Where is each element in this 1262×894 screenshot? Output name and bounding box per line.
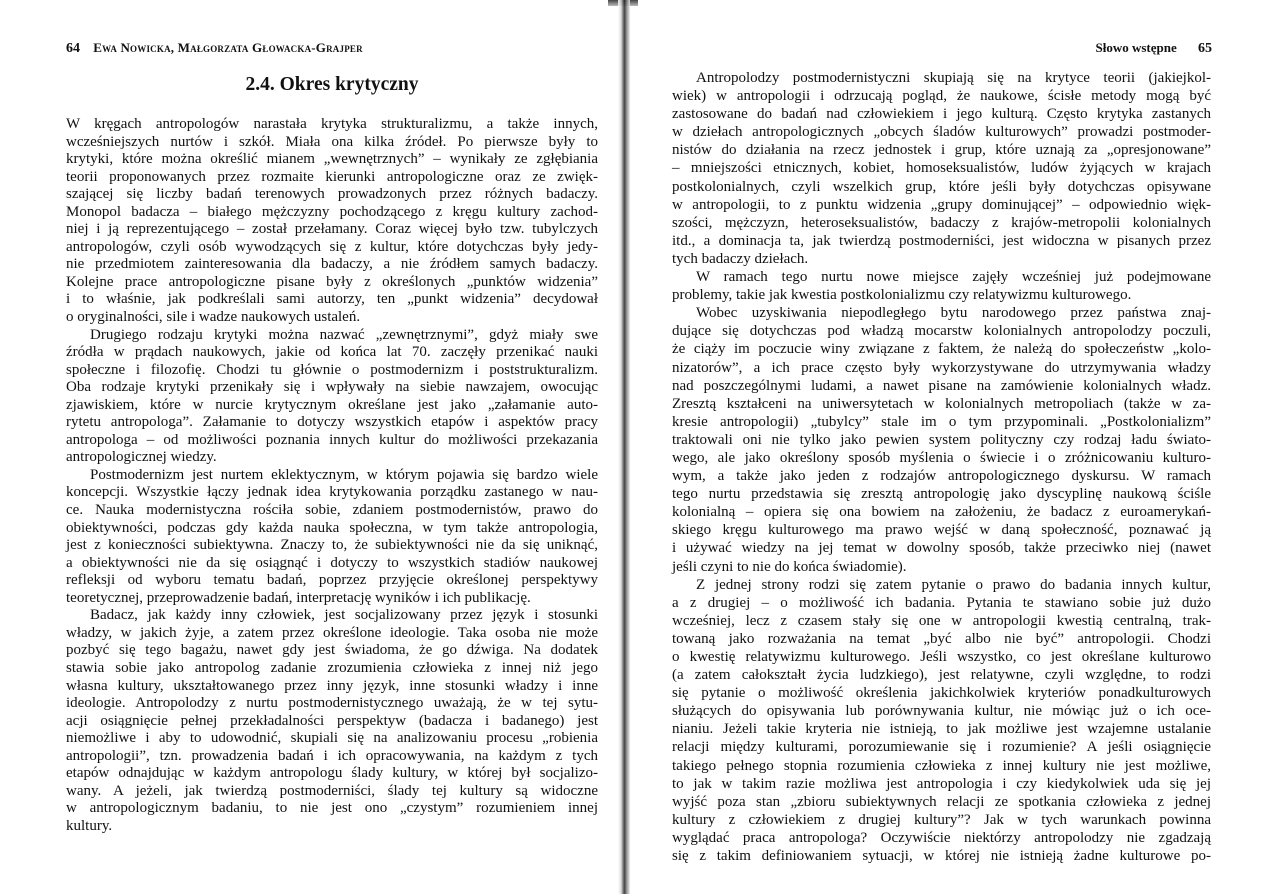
left-page-number: 64 xyxy=(66,41,80,56)
text-line: refleksji od wyboru tematu badań, poprzez przyjęcie określonej perspektywy xyxy=(66,572,598,589)
text-line: nizatorów”, a ich prace często były wykorzystywane do utrzymywania władzy xyxy=(672,359,1211,376)
text-line: a z drugiej – o możliwość ich badania. Pytania te stawiano sobie już dużo xyxy=(672,594,1211,611)
paragraph xyxy=(66,116,598,327)
text-line: szającej się liczby badań terenowych prowadzonych przez różnych badaczy. xyxy=(66,186,598,203)
text-line: Badacz, jak każdy inny człowiek, jest socjalizowany przez język i stosunki xyxy=(90,607,598,624)
text-line: W kręgach antropologów narastała krytyka strukturalizmu, a także innych, xyxy=(66,116,598,132)
left-running-head-authors: Ewa Nowicka, Małgorzata Głowacka-Grajper xyxy=(93,40,363,55)
text-line: się z takim definiowaniem sytuacji, w której nie istnieją żadne kulturowe po- xyxy=(672,848,1211,865)
right-page-body xyxy=(672,69,1211,865)
text-line: teorii proponowanych przez rozmaite kierunki antropologiczne oraz ze zwięk- xyxy=(66,168,598,185)
text-line: W ramach tego nurtu nowe miejsce zajęły wcześniej już podejmowane xyxy=(696,269,1211,286)
paragraph xyxy=(672,268,1211,304)
text-line: antropologów, czyli osób wywodzących się z kultur, które dotychczas były jedy- xyxy=(66,238,598,255)
text-line: nianiu. Jeżeli takie kryteria nie istnieją, to jak możliwe jest wzajemne ustalanie xyxy=(672,721,1211,738)
text-line: kolonialną – opiera się ona bowiem na założeniu, że badacz z euroamerykań- xyxy=(672,504,1211,521)
text-line: w antropologicznym badaniu, to nie jest ono „czystym” rozumieniem innej xyxy=(66,800,598,817)
text-line: wego, ale jako określony sposób myślenia o świecie i o zróżnicowaniu kulturo- xyxy=(672,449,1211,466)
text-line: itd., a dominacja ta, jak twierdzą postmoderniści, jest widoczna w pisanych przez xyxy=(672,232,1211,249)
text-line: skiego kręgu kulturowego ma prawo wejść w daną społeczność, poznawać ją xyxy=(672,522,1211,539)
text-line: to jak w takim razie możliwa jest antropologia i czy kiedykolwiek uda się jej xyxy=(672,775,1211,792)
text-line: kultury. xyxy=(66,817,113,834)
paragraph xyxy=(672,576,1211,866)
text-line: i używać wiedzy na jej temat w dowolny sposób, także przeciwko niej (nawet xyxy=(672,540,1211,557)
text-line: Oba rodzaje krytyki przenikały się i wpływały na siebie nawzajem, owocując xyxy=(66,379,598,396)
text-line: Drugiego rodzaju krytyki można nazwać „zewnętrznymi”, gdyż miały swe xyxy=(90,326,598,343)
text-line: w antropologii, to z punktu widzenia „grupy dominującej” – odpowiednio więk- xyxy=(672,196,1211,213)
text-line: stawia sobie jako antropolog zadanie zrozumienia człowieka z innej niż jego xyxy=(66,659,598,676)
paragraph xyxy=(66,467,598,607)
text-line: problemy, takie jak kwestia postkolonializmu czy relatywizmu kulturowego. xyxy=(672,287,1132,304)
text-line: wcześniej, lecz z czasem stały się one w antropologii kwestią centralną, trak- xyxy=(672,612,1211,629)
text-line: ideologie. Antropolodzy z nurtu postmodernistycznego uważają, że w tej sytu- xyxy=(66,695,598,712)
right-page-number: 65 xyxy=(1198,41,1212,56)
text-line: towaną jako rozważania na temat „być albo nie być” antropologii. Chodzi xyxy=(672,630,1211,647)
text-line: traktowali oni nie tylko jako pewien system polityczny czy rodzaj ładu świato- xyxy=(672,431,1211,448)
text-line: takiego pełnego stopnia rozumienia człowieka z innej kultury nie jest możliwe, xyxy=(672,757,1211,774)
text-line: wiek) w antropologii i odrzucają pogląd, że naukowe, ścisłe metody mogą być xyxy=(672,88,1211,105)
text-line: wyglądać praca antropologa? Oczywiście niektórzy antropolodzy nie zgadzają xyxy=(672,829,1211,846)
text-line: nad poszczególnymi ludami, a nawet pisane na zamówienie kolonialnych władz. xyxy=(672,377,1211,394)
right-running-head-title: Słowo wstępne xyxy=(1095,40,1177,55)
text-line: szości, mężczyzn, heteroseksualistów, badaczy z krajów-metropolii kolonialnych xyxy=(672,214,1211,231)
paragraph xyxy=(66,327,598,467)
text-line: Wobec uzyskiwania niepodległego bytu narodowego przez państwa znaj- xyxy=(696,305,1211,322)
text-line: i to właśnie, jak podkreślali sami autorzy, ten „punkt widzenia” decydował xyxy=(66,291,598,308)
text-line: a obiektywności nie da się osiągnąć i dotyczy to wszystkich stadiów naukowej xyxy=(66,554,598,571)
text-line: wany. A jeżeli, jak twierdzą postmoderniści, ślady tej kultury są widoczne xyxy=(66,782,598,799)
text-line: wym, a także jako jeden z rodzajów antropologicznego dyskursu. W ramach xyxy=(672,468,1211,485)
text-line: władzy, w jakich żyje, a zatem przez określone ideologie. Taka osoba nie może xyxy=(66,624,598,641)
text-line: Postmodernizm jest nurtem eklektycznym, w którym pojawia się bardzo wiele xyxy=(90,466,598,483)
text-line: w dziełach antropologicznych „obcych śladów kulturowych” prowadzi postmoder- xyxy=(672,124,1211,141)
text-line: koncepcji. Wszystkie łączy jednak idea krytykowania porządku zastanego w nau- xyxy=(66,484,598,501)
text-line: nistów do działania na rzecz jednostek i grup, które uznają za „opresjonowane” xyxy=(672,142,1211,159)
text-line: o kwestię relatywizmu kulturowego. Jeśli wszystko, co jest określane kulturowo xyxy=(672,649,1211,665)
text-line: – mniejszości etnicznych, kobiet, homoseksualistów, ludów żyjących w krajach xyxy=(672,160,1211,177)
left-page-body xyxy=(66,116,598,835)
text-line: zastosowane do badań nad człowiekiem i jego kulturą. Często krytyka zastanych xyxy=(672,106,1211,123)
text-line: o oryginalności, sile i wadze naukowych ustaleń. xyxy=(66,309,361,326)
text-line: krytyki, które można określić mianem „wewnętrznych” – wynikały ze zgłębiania xyxy=(66,151,598,168)
text-line: postkolonialnych, czyli wszelkich grup, które jeśli były dotychczas opisywane xyxy=(672,178,1211,195)
text-line: Z jednej strony rodzi się zatem pytanie o prawo do badania innych kultur, xyxy=(696,576,1211,593)
text-line: antropologa – od możliwości poznania innych kultur do możliwości przekazania xyxy=(66,431,598,448)
text-line: antropologii”, tzn. prowadzenia badań i ich opracowywania, na każdym z tych xyxy=(66,747,598,764)
text-line: dujące się dotychczas pod władzą mocarstw kolonialnych antropolodzy poczuli, xyxy=(672,323,1211,340)
text-line: Kolejne prace antropologiczne pisane były z określonych „punktów widzenia” xyxy=(66,273,598,290)
text-line: się pytanie o możliwość określenia jakichkolwiek kryteriów ponadkulturowych xyxy=(672,685,1211,702)
text-line: Zresztą kształceni na uniwersytetach w kolonialnych metropoliach (także w za- xyxy=(672,395,1211,412)
paragraph xyxy=(672,304,1211,575)
text-line: ce. Nauka modernistyczna rościła sobie, zdaniem postmodernistów, prawo do xyxy=(66,502,598,519)
text-line: społeczne i filozofię. Chodzi tu głównie o postmodernizm i poststrukturalizm. xyxy=(66,361,598,378)
text-line: obiektywności, podczas gdy każda nauka społeczna, w tym także antropologia, xyxy=(66,519,598,536)
paragraph xyxy=(672,69,1211,268)
text-line: wyjść poza stan „zbioru subiektywnych relacji ze spotkania człowieka z jednej xyxy=(672,793,1211,810)
text-line: kultury z człowiekiem z drugiej kultury”? Jak w tych warunkach powinna xyxy=(672,811,1211,828)
text-line: relacji między kulturami, porozumiewanie się i rozumienie? A jeśli osiągnięcie xyxy=(672,739,1211,756)
right-running-header xyxy=(1095,40,1212,57)
text-line: tego nurtu przedstawia się zresztą antropologię jako dyscyplinę naukową ściśle xyxy=(672,486,1211,503)
text-line: własna kultury, ukształtowanego przez inny język, inne stosunki władzy i inne xyxy=(66,677,598,694)
text-line: tych badaczy dziełach. xyxy=(672,250,809,267)
text-line: etapów odnajdując w każdym antropologu ślady kultury, w której był socjalizo- xyxy=(66,765,598,782)
text-line: źródła w prądach naukowych, jakie od końca lat 70. zaczęły przenikać nauki xyxy=(66,344,598,361)
text-line: teoretycznej, przeprowadzenie badań, interpretację wyników i ich publikację. xyxy=(66,589,531,606)
text-line: (a zatem całokształt życia ludzkiego), jest relatywne, czyli względne, to rodzi xyxy=(672,667,1211,684)
text-line: antropologicznej wiedzy. xyxy=(66,449,217,466)
text-line: kresie antropologii) „tubylcy” stale im o tym przypominali. „Postkolonializm” xyxy=(672,413,1211,430)
text-line: niej i ją reprezentującego – został przełamany. Coraz więcej było tzw. tubylczych xyxy=(66,221,598,238)
book-spine-gutter xyxy=(618,0,630,894)
text-line: zjawiskiem, które w nurcie krytycznym określane jest jako „załamanie auto- xyxy=(66,396,598,413)
left-running-header xyxy=(66,40,363,57)
text-line: Monopol badacza – białego mężczyzny pochodzącego z kręgu kultury zachod- xyxy=(66,203,598,220)
text-line: pozbyć się tego bagażu, nawet gdy jest świadoma, że go dźwiga. Na dodatek xyxy=(66,642,598,659)
text-line: jeśli czyni to nie do końca świadomie). xyxy=(672,558,907,575)
paragraph xyxy=(66,607,598,835)
text-line: wcześniejszych nurtów i szkół. Miała ona kilka źródeł. Po pierwsze były to xyxy=(66,133,598,150)
section-title: 2.4. Okres krytyczny xyxy=(245,74,419,95)
text-line: rytetu antropologa”. Załamanie to dotyczy wszystkich etapów i aspektów pracy xyxy=(66,414,598,431)
text-line: że ciąży im poczucie winy związane z faktem, że należą do społeczeństw „kolo- xyxy=(672,341,1211,358)
text-line: acji osiągnięcie pełnej przekładalności perspektyw (badacza i badanego) jest xyxy=(66,712,598,729)
text-line: Antropolodzy postmodernistyczni skupiają się na krytyce teorii (jakiejkol- xyxy=(696,70,1211,86)
text-line: nie przedmiotem zainteresowania dla badaczy, a nie źródłem samych badaczy. xyxy=(66,256,598,273)
text-line: jest z konieczności subiektywna. Znaczy to, że subiektywności nie da się uniknąć, xyxy=(66,537,598,554)
text-line: niemożliwe i aby to udowodnić, skupiali się na analizowaniu procesu „robienia xyxy=(66,730,598,747)
text-line: służących do opisywania lub porównywania kultur, nie mówiąc już o ich oce- xyxy=(672,703,1211,720)
